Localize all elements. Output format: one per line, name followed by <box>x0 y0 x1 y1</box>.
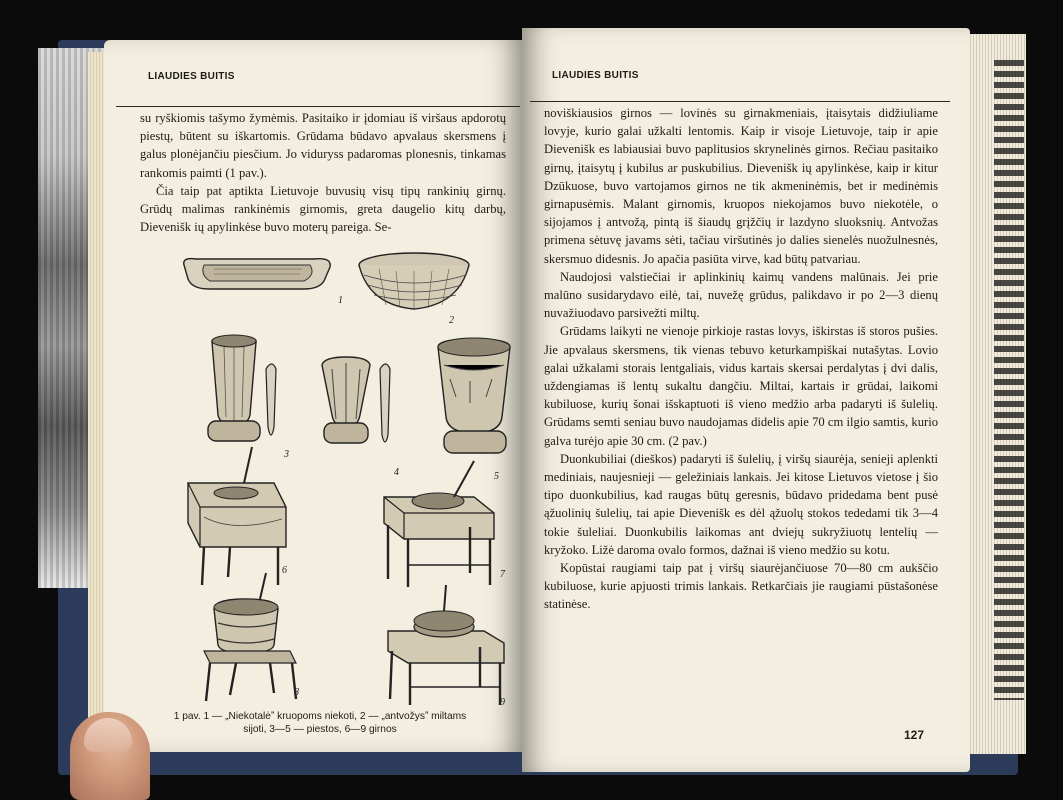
fig-number-9: 9 <box>500 697 505 708</box>
left-running-head: LIAUDIES BUITIS <box>148 71 235 82</box>
quern-8-drawing <box>204 573 296 701</box>
quern-7-drawing <box>384 461 494 587</box>
quern-6-drawing <box>188 447 286 585</box>
left-body-text <box>140 109 506 236</box>
quern-9-drawing <box>388 585 504 705</box>
basket-drawing <box>359 253 469 309</box>
right-header-rule <box>530 101 950 102</box>
page-edge-thumb-index <box>994 60 1024 700</box>
fig-number-6: 6 <box>282 565 287 576</box>
fig-number-2: 2 <box>449 315 454 326</box>
left-paragraph-2: Čia taip pat aptikta Lietuvoje buvusių visų tipų rankinių girnų. Grūdų malimas rankinėmis girnomis, greta daugelio kitų darbų, Dievenišk ių apylinkėse buvo moterų pareiga. Se- <box>140 183 506 235</box>
right-page <box>522 28 970 772</box>
mortar-1-drawing <box>208 335 276 441</box>
figure-caption-line-2: sijoti, 3—5 — piestos, 6—9 girnos <box>243 724 397 735</box>
right-body-text <box>544 104 938 614</box>
figure-caption <box>140 710 500 736</box>
fig-number-4: 4 <box>394 467 399 478</box>
left-page <box>104 40 522 752</box>
left-paragraph-1: su ryškiomis tašymo žymėmis. Pasitaiko ir įdomiau iš viršaus apdorotų piestų, būtent su iškartomis. Grūdama būdavo apvalaus skersmens į galus plonėjančiu piesčium. Jo viduryss padaromas plonesnis, tinkamas rankomis paimti (1 pav.). <box>140 111 506 180</box>
fig-number-3: 3 <box>284 449 289 460</box>
fig-number-8: 8 <box>294 687 299 698</box>
fig-number-5: 5 <box>494 471 499 482</box>
page-number: 127 <box>904 728 925 742</box>
mortar-2-drawing <box>322 357 390 443</box>
right-paragraph-1: noviškiausios girnos — lovinės su girnakmeniais, įtaisytais didžiuliame lovyje, kurio galai užkalti lentomis. Kaip ir visoje Lietuvoje, taip ir apie Dievenišk es labiausiai buvo paplitusios skrynelinės girnos. Rečiau pasitaiko girnų, įtaisytų į kubilus ar puskubilius. Dievenišk ių apylinkėse, kaip ir kitur Dzūkuose, buvo vartojamos girnos ne tik akmeninėmis, bet ir medinėmis girnapusėmis. Malant girnomis, kruopos niekojamos buvo niekotėle, o sijojamos į antvožą, pintą iš šiaudų grįžčių ir lazdyno sluoksnių. Antvožas primena sėtuvę javams sėti, tačiau viršutinės jo dalies sienelės nuožulnesnės, skersmuo didesnis. Jo apačia pasiūta virve, kad būtų patvariau. <box>544 106 938 266</box>
right-paragraph-2: Naudojosi valstiečiai ir aplinkinių kaimų vandens malūnais. Jei prie malūno susidarydavo eilė, tai, nuvežę grūdus, palikdavo ir po 2—3 dienų nuvažiuodavo parsivežti miltų. <box>544 269 938 321</box>
figure-1-illustration <box>174 247 524 709</box>
figure-caption-line-1: 1 pav. 1 — „Niekotalėˮ kruopoms niekoti, 2 — „antvožysˮ miltams <box>173 711 467 722</box>
left-header-rule <box>116 106 520 107</box>
trough-drawing <box>184 259 330 289</box>
fig-number-1: 1 <box>338 295 343 306</box>
right-paragraph-5: Kopūstai raugiami taip pat į viršų siaurėjančiuose 70—80 cm aukščio kubiluose, kurie apjuosti trimis lankais. Retkarčiais jie raugiami pūstašonėse statinėse. <box>544 561 938 612</box>
mortar-3-drawing <box>438 338 510 453</box>
right-running-head: LIAUDIES BUITIS <box>552 70 639 81</box>
right-paragraph-3: Grūdams laikyti ne vienoje pirkioje rastas lovys, iškirstas iš storos pušies. Jie apvalaus skersmens, tik vienas tebuvo keturkampiškai nutašytas. Lovio galai užkalami storais lentgaliais, vidus kartais skersai perdalytas į dvi dalis, uždengiamas iš lentų sukaltu dangčiu. Miltai, kartais ir grūdai, laikomi kubiluose, kurių šonai išskaptuoti iš vieno medžio arba padaryti iš šulelių. Grūdams semti seniau buvo naudojamas didelis apie 70 cm ilgio samtis, kurio galva turėjo apie 30 cm. (2 pav.) <box>544 324 938 448</box>
fig-number-7: 7 <box>500 569 505 580</box>
right-paragraph-4: Duonkubiliai (dieškos) padaryti iš šulelių, į viršų siaurėja, senieji aplenkti mediniais, naujesnieji — geležiniais lankais. Jei kitose Lietuvos vietose į šio tipo duonkubilius, kad raugas būtų geresnis, būdavo pridedama bent pusė ąžuolinių šulelių, tai apie Dievenišk es dėl ąžuolų stokos tededami tik 3—4 tokie šuleliai. Duonkubilis laikomas ant dviejų sukryžiuotų lentelių — kryžoko. Ližė daroma ovalo formos, dažnai iš vieno medžio su kotu. <box>544 451 938 557</box>
